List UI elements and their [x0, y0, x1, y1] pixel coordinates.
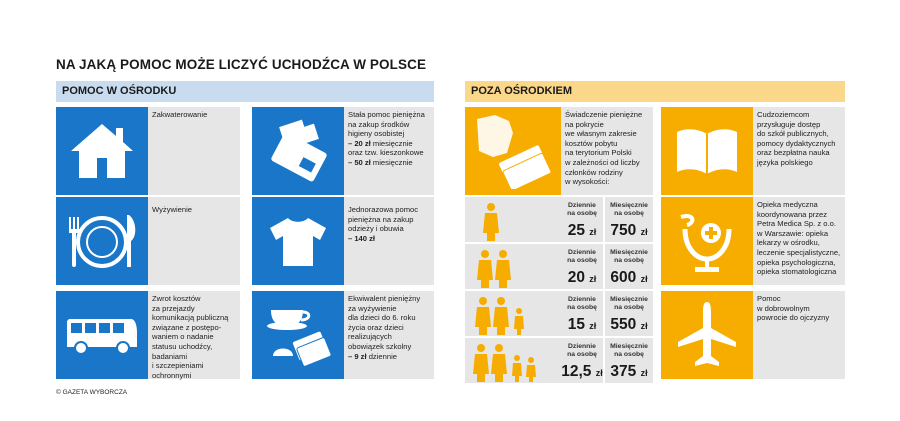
- education-text: Cudzoziemcom przysługuje dostęp do szkół publicznych, pomocy dydaktycznych oraz bezpłatna nauka języka polskiego: [753, 107, 845, 195]
- daily-cell-1: Dziennie na osobę 25 zł: [561, 197, 603, 242]
- food-text: Wyżywienie: [148, 197, 240, 285]
- medical-tile: [661, 197, 753, 285]
- monthly-cell-2: Miesięcznie na osobę 600 zł: [605, 244, 653, 289]
- accommodation-text: Zakwaterowanie: [148, 107, 240, 195]
- section-header-in-center: POMOC W OŚRODKU: [56, 81, 434, 102]
- cup-tile: [252, 291, 344, 379]
- plane-tile: [661, 291, 753, 379]
- people-pair-icon: [465, 244, 561, 289]
- daily-cell-2: Dziennie na osobę 20 zł: [561, 244, 603, 289]
- wallet-tile: [252, 107, 344, 195]
- medical-icon: [675, 207, 739, 275]
- daily-cell-4: Dziennie na osobę 12,5 zł: [561, 338, 603, 383]
- allowance-text: Świadczenie pieniężne na pokrycie we własnym zakresie kosztów pobytu na terytorium Polski w zależności od liczby członków rodziny w wysokości:: [561, 107, 653, 195]
- bus-tile: [56, 291, 148, 379]
- family-icon: [465, 338, 561, 383]
- bus-icon: [65, 315, 139, 355]
- plane-icon: [676, 300, 738, 370]
- money-stack-icon: [473, 113, 553, 189]
- cup-icon: [263, 302, 333, 368]
- monthly-cell-1: Miesięcznie na osobę 750 zł: [605, 197, 653, 242]
- return-help-text: Pomoc w dobrowolnym powrocie do ojczyzny: [753, 291, 845, 379]
- section-header-outside-center: POZA OŚRODKIEM: [465, 81, 845, 102]
- house-icon: [69, 120, 135, 182]
- plate-icon: [63, 211, 141, 271]
- tshirt-icon: [268, 214, 328, 268]
- book-tile: [661, 107, 753, 195]
- wallet-icon: [267, 119, 329, 183]
- people-1-cell: [465, 197, 561, 242]
- money-tile: [465, 107, 561, 195]
- tshirt-tile: [252, 197, 344, 285]
- people-4-cell: [465, 338, 561, 383]
- clothing-allowance-text: Jednorazowa pomoc pieniężna na zakup odzieży i obuwia – 140 zł: [344, 197, 434, 285]
- transport-refund-text: Zwrot kosztów za przejazdy komunikacją publiczną związane z postępo- waniem o nadanie statusu uchodźcy, badaniami i szczepieniami ochronnymi: [148, 291, 240, 379]
- people-3-cell: [465, 291, 561, 336]
- monthly-cell-4: Miesięcznie na osobę 375 zł: [605, 338, 653, 383]
- person-icon: [465, 197, 561, 242]
- medical-care-text: Opieka medyczna koordynowana przez Petra Medica Sp. z o.o. w Warszawie: opieka lekarzy w ośrodku, leczenie specjalistyczne, opieka psychologiczna, opieka stomatologiczna: [753, 197, 845, 285]
- book-icon: [673, 124, 741, 178]
- infographic-title: NA JAKĄ POMOC MOŻE LICZYĆ UCHODŹCA W POLSCE: [56, 57, 427, 72]
- copyright-footer: © GAZETA WYBORCZA: [56, 389, 128, 396]
- child-food-allowance-text: Ekwiwalent pieniężny za wyżywienie dla dzieci do 6. roku życia oraz dzieci realizujących obowiązek szkolny – 9 zł dziennie: [344, 291, 434, 379]
- house-tile: [56, 107, 148, 195]
- plate-tile: [56, 197, 148, 285]
- monthly-cell-3: Miesięcznie na osobę 550 zł: [605, 291, 653, 336]
- people-2-cell: [465, 244, 561, 289]
- daily-cell-3: Dziennie na osobę 15 zł: [561, 291, 603, 336]
- people-trio-icon: [465, 291, 561, 336]
- hygiene-allowance-text: Stała pomoc pieniężna na zakup środków higieny osobistej – 20 zł miesięcznie oraz tzw. kieszonkowe – 50 zł miesięcznie: [344, 107, 434, 195]
